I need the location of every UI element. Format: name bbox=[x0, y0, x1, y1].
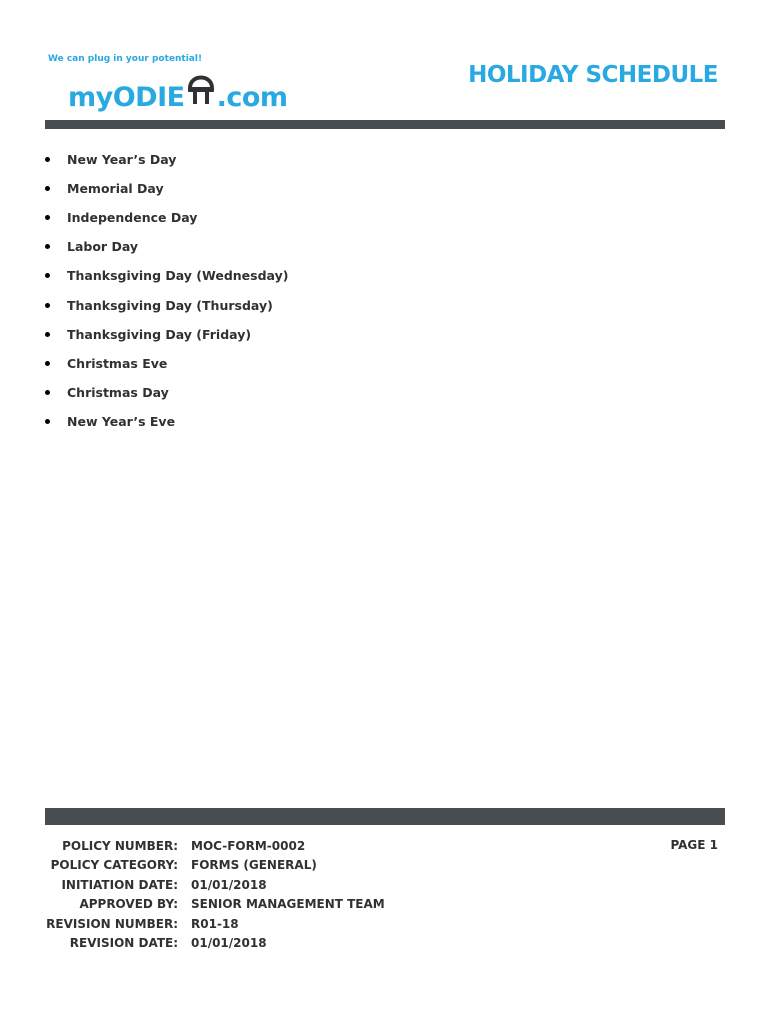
bullet-icon bbox=[45, 244, 50, 249]
policy-category-row bbox=[45, 856, 725, 876]
revision-number-row bbox=[45, 914, 725, 934]
revision-number-label: REVISION NUMBER: bbox=[46, 916, 178, 931]
holiday-name: Thanksgiving Day (Friday) bbox=[67, 326, 252, 342]
revision-date-label: REVISION DATE: bbox=[69, 936, 178, 951]
logo-prefix: my bbox=[68, 82, 113, 113]
header-divider bbox=[45, 120, 725, 129]
page-number: PAGE 1 bbox=[670, 838, 718, 852]
approved-by-value: SENIOR MANAGEMENT TEAM bbox=[191, 897, 385, 912]
logo-wordmark bbox=[68, 66, 288, 113]
plug-icon bbox=[184, 66, 218, 106]
bullet-icon bbox=[45, 390, 50, 395]
list-item bbox=[40, 320, 288, 349]
policy-number-label: POLICY NUMBER: bbox=[62, 838, 178, 853]
company-logo bbox=[46, 52, 286, 116]
revision-date-value: 01/01/2018 bbox=[191, 936, 267, 951]
policy-metadata bbox=[45, 836, 725, 953]
list-item bbox=[40, 378, 288, 407]
initiation-date-label: INITIATION DATE: bbox=[61, 877, 178, 892]
approved-by-row bbox=[45, 895, 725, 915]
list-item bbox=[40, 290, 288, 319]
list-item bbox=[40, 145, 288, 174]
revision-date-row bbox=[45, 934, 725, 954]
list-item bbox=[40, 261, 288, 290]
footer-divider bbox=[45, 808, 725, 825]
list-item bbox=[40, 407, 288, 436]
logo-brand: ODIE bbox=[112, 82, 185, 113]
bullet-icon bbox=[45, 361, 50, 366]
holiday-name: Labor Day bbox=[67, 239, 139, 255]
revision-number-value: R01-18 bbox=[191, 916, 239, 931]
bullet-icon bbox=[45, 157, 50, 162]
bullet-icon bbox=[45, 215, 50, 220]
holiday-name: Christmas Day bbox=[67, 384, 169, 400]
holiday-list bbox=[40, 145, 288, 436]
holiday-name: Memorial Day bbox=[67, 181, 164, 197]
holiday-name: Thanksgiving Day (Thursday) bbox=[67, 297, 273, 313]
holiday-name: Christmas Eve bbox=[67, 355, 168, 371]
bullet-icon bbox=[45, 332, 50, 337]
policy-number-value: MOC-FORM-0002 bbox=[191, 838, 306, 853]
holiday-name: Thanksgiving Day (Wednesday) bbox=[67, 268, 289, 284]
bullet-icon bbox=[45, 419, 50, 424]
policy-category-label: POLICY CATEGORY: bbox=[50, 858, 178, 873]
bullet-icon bbox=[45, 273, 50, 278]
logo-tagline: We can plug in your potential! bbox=[48, 54, 203, 64]
document-title: HOLIDAY SCHEDULE bbox=[468, 62, 718, 88]
bullet-icon bbox=[45, 186, 50, 191]
policy-number-row bbox=[45, 836, 725, 856]
holiday-name: New Year’s Eve bbox=[67, 413, 176, 429]
approved-by-label: APPROVED BY: bbox=[79, 897, 178, 912]
initiation-date-row bbox=[45, 875, 725, 895]
bullet-icon bbox=[45, 303, 50, 308]
list-item bbox=[40, 174, 288, 203]
policy-category-value: FORMS (GENERAL) bbox=[191, 858, 317, 873]
list-item bbox=[40, 203, 288, 232]
logo-suffix: .com bbox=[216, 82, 288, 113]
list-item bbox=[40, 232, 288, 261]
list-item bbox=[40, 349, 288, 378]
holiday-name: Independence Day bbox=[67, 210, 198, 226]
holiday-name: New Year’s Day bbox=[67, 152, 177, 168]
initiation-date-value: 01/01/2018 bbox=[191, 877, 267, 892]
